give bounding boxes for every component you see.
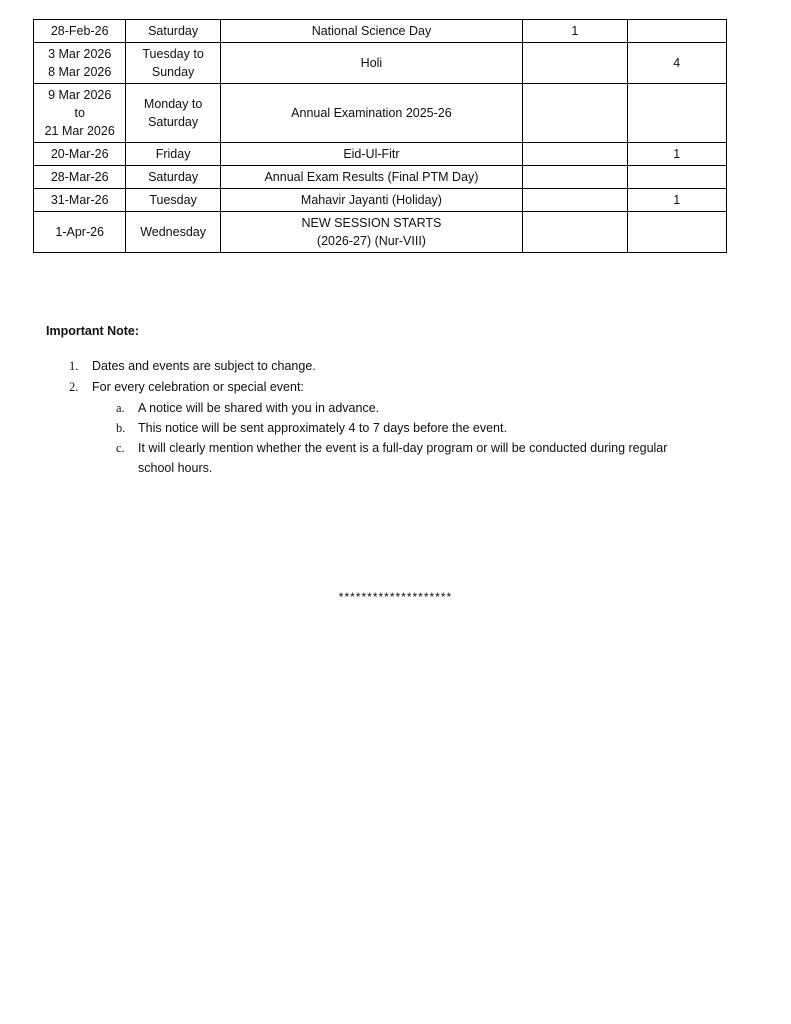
date-cell bbox=[34, 189, 126, 212]
date-cell-line: 28-Mar-26 bbox=[50, 170, 109, 184]
note-sub-item-marker: b. bbox=[116, 421, 126, 435]
event-cell bbox=[220, 143, 522, 166]
table-row bbox=[34, 43, 727, 84]
date-cell-line: 21 Mar 2026 bbox=[44, 124, 115, 138]
event-cell-line: NEW SESSION STARTS bbox=[301, 216, 442, 230]
important-note-section bbox=[46, 322, 706, 478]
table-row bbox=[34, 212, 727, 253]
event-cell bbox=[220, 84, 522, 143]
day-cell-line: Saturday bbox=[148, 170, 199, 184]
date-cell bbox=[34, 212, 126, 253]
day-cell-line: Tuesday bbox=[149, 193, 197, 207]
count-a-cell bbox=[523, 84, 627, 143]
calendar-table-body bbox=[34, 20, 727, 253]
day-cell-line: Friday bbox=[155, 147, 191, 161]
note-sub-item bbox=[92, 418, 706, 438]
note-sub-list bbox=[92, 398, 706, 478]
event-cell-line: (2026-27) (Nur-VIII) bbox=[316, 234, 426, 248]
event-cell bbox=[220, 20, 522, 43]
date-cell-line: 3 Mar 2026 bbox=[48, 47, 112, 61]
event-cell-line: Mahavir Jayanti (Holiday) bbox=[300, 193, 442, 207]
count-b-cell bbox=[627, 166, 726, 189]
date-cell-line: 20-Mar-26 bbox=[50, 147, 109, 161]
note-sub-item bbox=[92, 438, 706, 478]
day-cell bbox=[126, 20, 220, 43]
count-a-cell bbox=[523, 212, 627, 253]
day-cell-line: Tuesday to bbox=[142, 47, 204, 61]
table-row bbox=[34, 143, 727, 166]
date-cell-line: 8 Mar 2026 bbox=[48, 65, 112, 79]
day-cell-line: Saturday bbox=[148, 24, 199, 38]
note-sub-item bbox=[92, 398, 706, 418]
count-b-cell: 1 bbox=[627, 143, 726, 166]
day-cell bbox=[126, 143, 220, 166]
important-note-title: Important Note: bbox=[46, 324, 140, 338]
table-row bbox=[34, 84, 727, 143]
date-cell bbox=[34, 166, 126, 189]
date-cell bbox=[34, 84, 126, 143]
event-cell bbox=[220, 189, 522, 212]
event-cell bbox=[220, 212, 522, 253]
event-cell bbox=[220, 166, 522, 189]
day-cell bbox=[126, 166, 220, 189]
table-row bbox=[34, 166, 727, 189]
note-sub-item-text: This notice will be sent approximately 4 to 7 days before the event. bbox=[138, 421, 507, 435]
event-cell-line: Eid-Ul-Fitr bbox=[343, 147, 400, 161]
note-item-marker: 2. bbox=[69, 380, 79, 394]
count-b-cell: 1 bbox=[627, 189, 726, 212]
count-b-cell bbox=[627, 212, 726, 253]
table-row bbox=[34, 20, 727, 43]
day-cell bbox=[126, 84, 220, 143]
note-item bbox=[46, 356, 706, 377]
event-cell-line: Holi bbox=[360, 56, 383, 70]
day-cell-line: Wednesday bbox=[140, 225, 206, 239]
day-cell-line: Saturday bbox=[148, 115, 199, 129]
table-row bbox=[34, 189, 727, 212]
count-b-cell bbox=[627, 84, 726, 143]
event-cell-line: Annual Examination 2025-26 bbox=[291, 106, 452, 120]
count-a-cell bbox=[523, 43, 627, 84]
count-b-cell: 4 bbox=[627, 43, 726, 84]
date-cell-line: 9 Mar 2026 bbox=[48, 88, 112, 102]
date-cell-line: 1-Apr-26 bbox=[55, 225, 105, 239]
note-sub-item-marker: a. bbox=[116, 401, 125, 415]
note-item-marker: 1. bbox=[69, 359, 79, 373]
event-cell-line: National Science Day bbox=[311, 24, 432, 38]
count-a-cell: 1 bbox=[523, 20, 627, 43]
day-cell bbox=[126, 43, 220, 84]
day-cell-line: Monday to bbox=[143, 97, 203, 111]
date-cell-line: 31-Mar-26 bbox=[50, 193, 109, 207]
event-cell-line: Annual Exam Results (Final PTM Day) bbox=[264, 170, 479, 184]
date-cell bbox=[34, 143, 126, 166]
note-item-text: For every celebration or special event: bbox=[92, 380, 304, 394]
count-a-cell bbox=[523, 143, 627, 166]
note-sub-item-marker: c. bbox=[116, 441, 125, 455]
date-cell bbox=[34, 20, 126, 43]
note-sub-item-text: A notice will be shared with you in advance. bbox=[138, 401, 380, 415]
date-cell-line: 28-Feb-26 bbox=[50, 24, 109, 38]
day-cell bbox=[126, 189, 220, 212]
date-cell-line: to bbox=[74, 106, 85, 120]
event-cell bbox=[220, 43, 522, 84]
count-b-cell bbox=[627, 20, 726, 43]
note-list bbox=[46, 356, 706, 478]
count-a-cell bbox=[523, 166, 627, 189]
day-cell-line: Sunday bbox=[151, 65, 195, 79]
note-item bbox=[46, 377, 706, 478]
date-cell bbox=[34, 43, 126, 84]
note-item-text: Dates and events are subject to change. bbox=[92, 359, 316, 373]
calendar-table bbox=[33, 19, 727, 253]
separator-asterisks: ******************** bbox=[338, 590, 453, 604]
count-a-cell bbox=[523, 189, 627, 212]
day-cell bbox=[126, 212, 220, 253]
note-sub-item-text: It will clearly mention whether the event is a full-day program or will be conducted during regular school hours. bbox=[138, 441, 668, 475]
